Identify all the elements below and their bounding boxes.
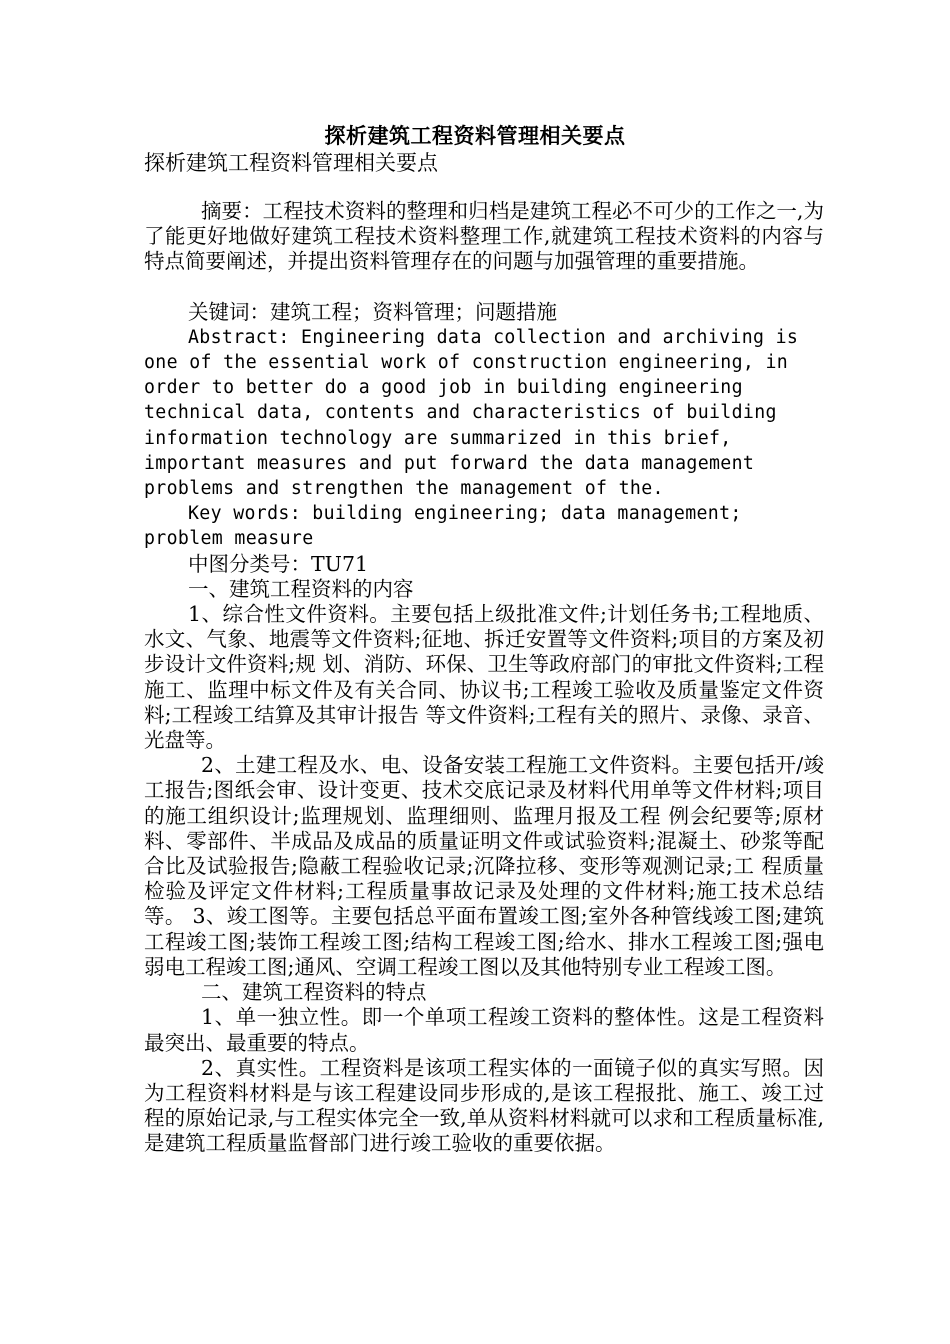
abstract-en-paragraph: Abstract: Engineering data collection and archiving is one of the essential work of construction engineering, in order to better do a good job in building engineering technical data, contents and characteristics of building information technology are summarized in this brief, important measures and put forward the data management problems and strengthen the management of the. xyxy=(144,326,799,500)
section-1-item-2: 2、土建工程及水、电、设备安装工程施工文件资料。主要包括开/竣工报告;图纸会审、设计变更、技术交底记录及材料代用单等文件材料;项目的施工组织设计;监理规划、监理细则、监理月报及工程 例会纪要等;原材料、零部件、半成品及成品的质量证明文件或试验资料;混凝土、砂浆等配合比及试验报告;隐蔽工程验收记录;沉降拉移、变形等观测记录;工 程质量检验及评定文件材料;工程质量事故记录及处理的文件材料;施工技术总结等。 3、竣工图等。主要包括总平面布置竣工图;室外各种管线竣工图;建筑工程竣工图;装饰工程竣工图;结构工程竣工图;给水、排水工程竣工图;强电弱电工程竣工图;通风、空调工程竣工图以及其他特别专业工程竣工图。 xyxy=(144,753,824,979)
section-1-heading: 一、建筑工程资料的内容 xyxy=(188,576,414,601)
section-2-item-1: 1、单一独立性。即一个单项工程竣工资料的整体性。这是工程资料最突出、最重要的特点。 xyxy=(144,1005,824,1055)
clc-number: 中图分类号：TU71 xyxy=(188,551,369,576)
section-2-heading: 二、建筑工程资料的特点 xyxy=(201,980,427,1005)
abstract-cn-paragraph: 摘要：工程技术资料的整理和归档是建筑工程必不可少的工作之一,为了能更好地做好建筑工程技术资料整理工作,就建筑工程技术资料的内容与特点简要阐述，并提出资料管理存在的问题与加强管理的重要措施。 xyxy=(144,199,824,274)
document-body xyxy=(144,199,824,1157)
document-subtitle: 探析建筑工程资料管理相关要点 xyxy=(144,151,438,175)
document-title: 探析建筑工程资料管理相关要点 xyxy=(324,123,626,148)
keywords-cn-paragraph: 关键词：建筑工程；资料管理；问题措施 xyxy=(188,299,557,324)
keywords-en-paragraph: Key words: building engineering; data management; problem measure xyxy=(144,503,742,550)
section-1-item-1: 1、综合性文件资料。主要包括上级批准文件;计划任务书;工程地质、水文、气象、地震等文件资料;征地、拆迁安置等文件资料;项目的方案及初步设计文件资料;规 划、消防、环保、卫生等政府部门的审批文件资料;工程施工、监理中标文件及有关合同、协议书;工程竣工验收及质量鉴定文件资料;工程竣工结算及其审计报告 等文件资料;工程有关的照片、录像、录音、光盘等。 xyxy=(144,602,824,753)
section-2-item-2: 2、真实性。工程资料是该项工程实体的一面镜子似的真实写照。因为工程资料材料是与该工程建设同步形成的,是该工程报批、施工、竣工过程的原始记录,与工程实体完全一致,单从资料材料就可以求和工程质量标准,是建筑工程质量监督部门进行竣工验收的重要依据。 xyxy=(144,1055,824,1156)
paragraph-gap xyxy=(144,275,824,300)
